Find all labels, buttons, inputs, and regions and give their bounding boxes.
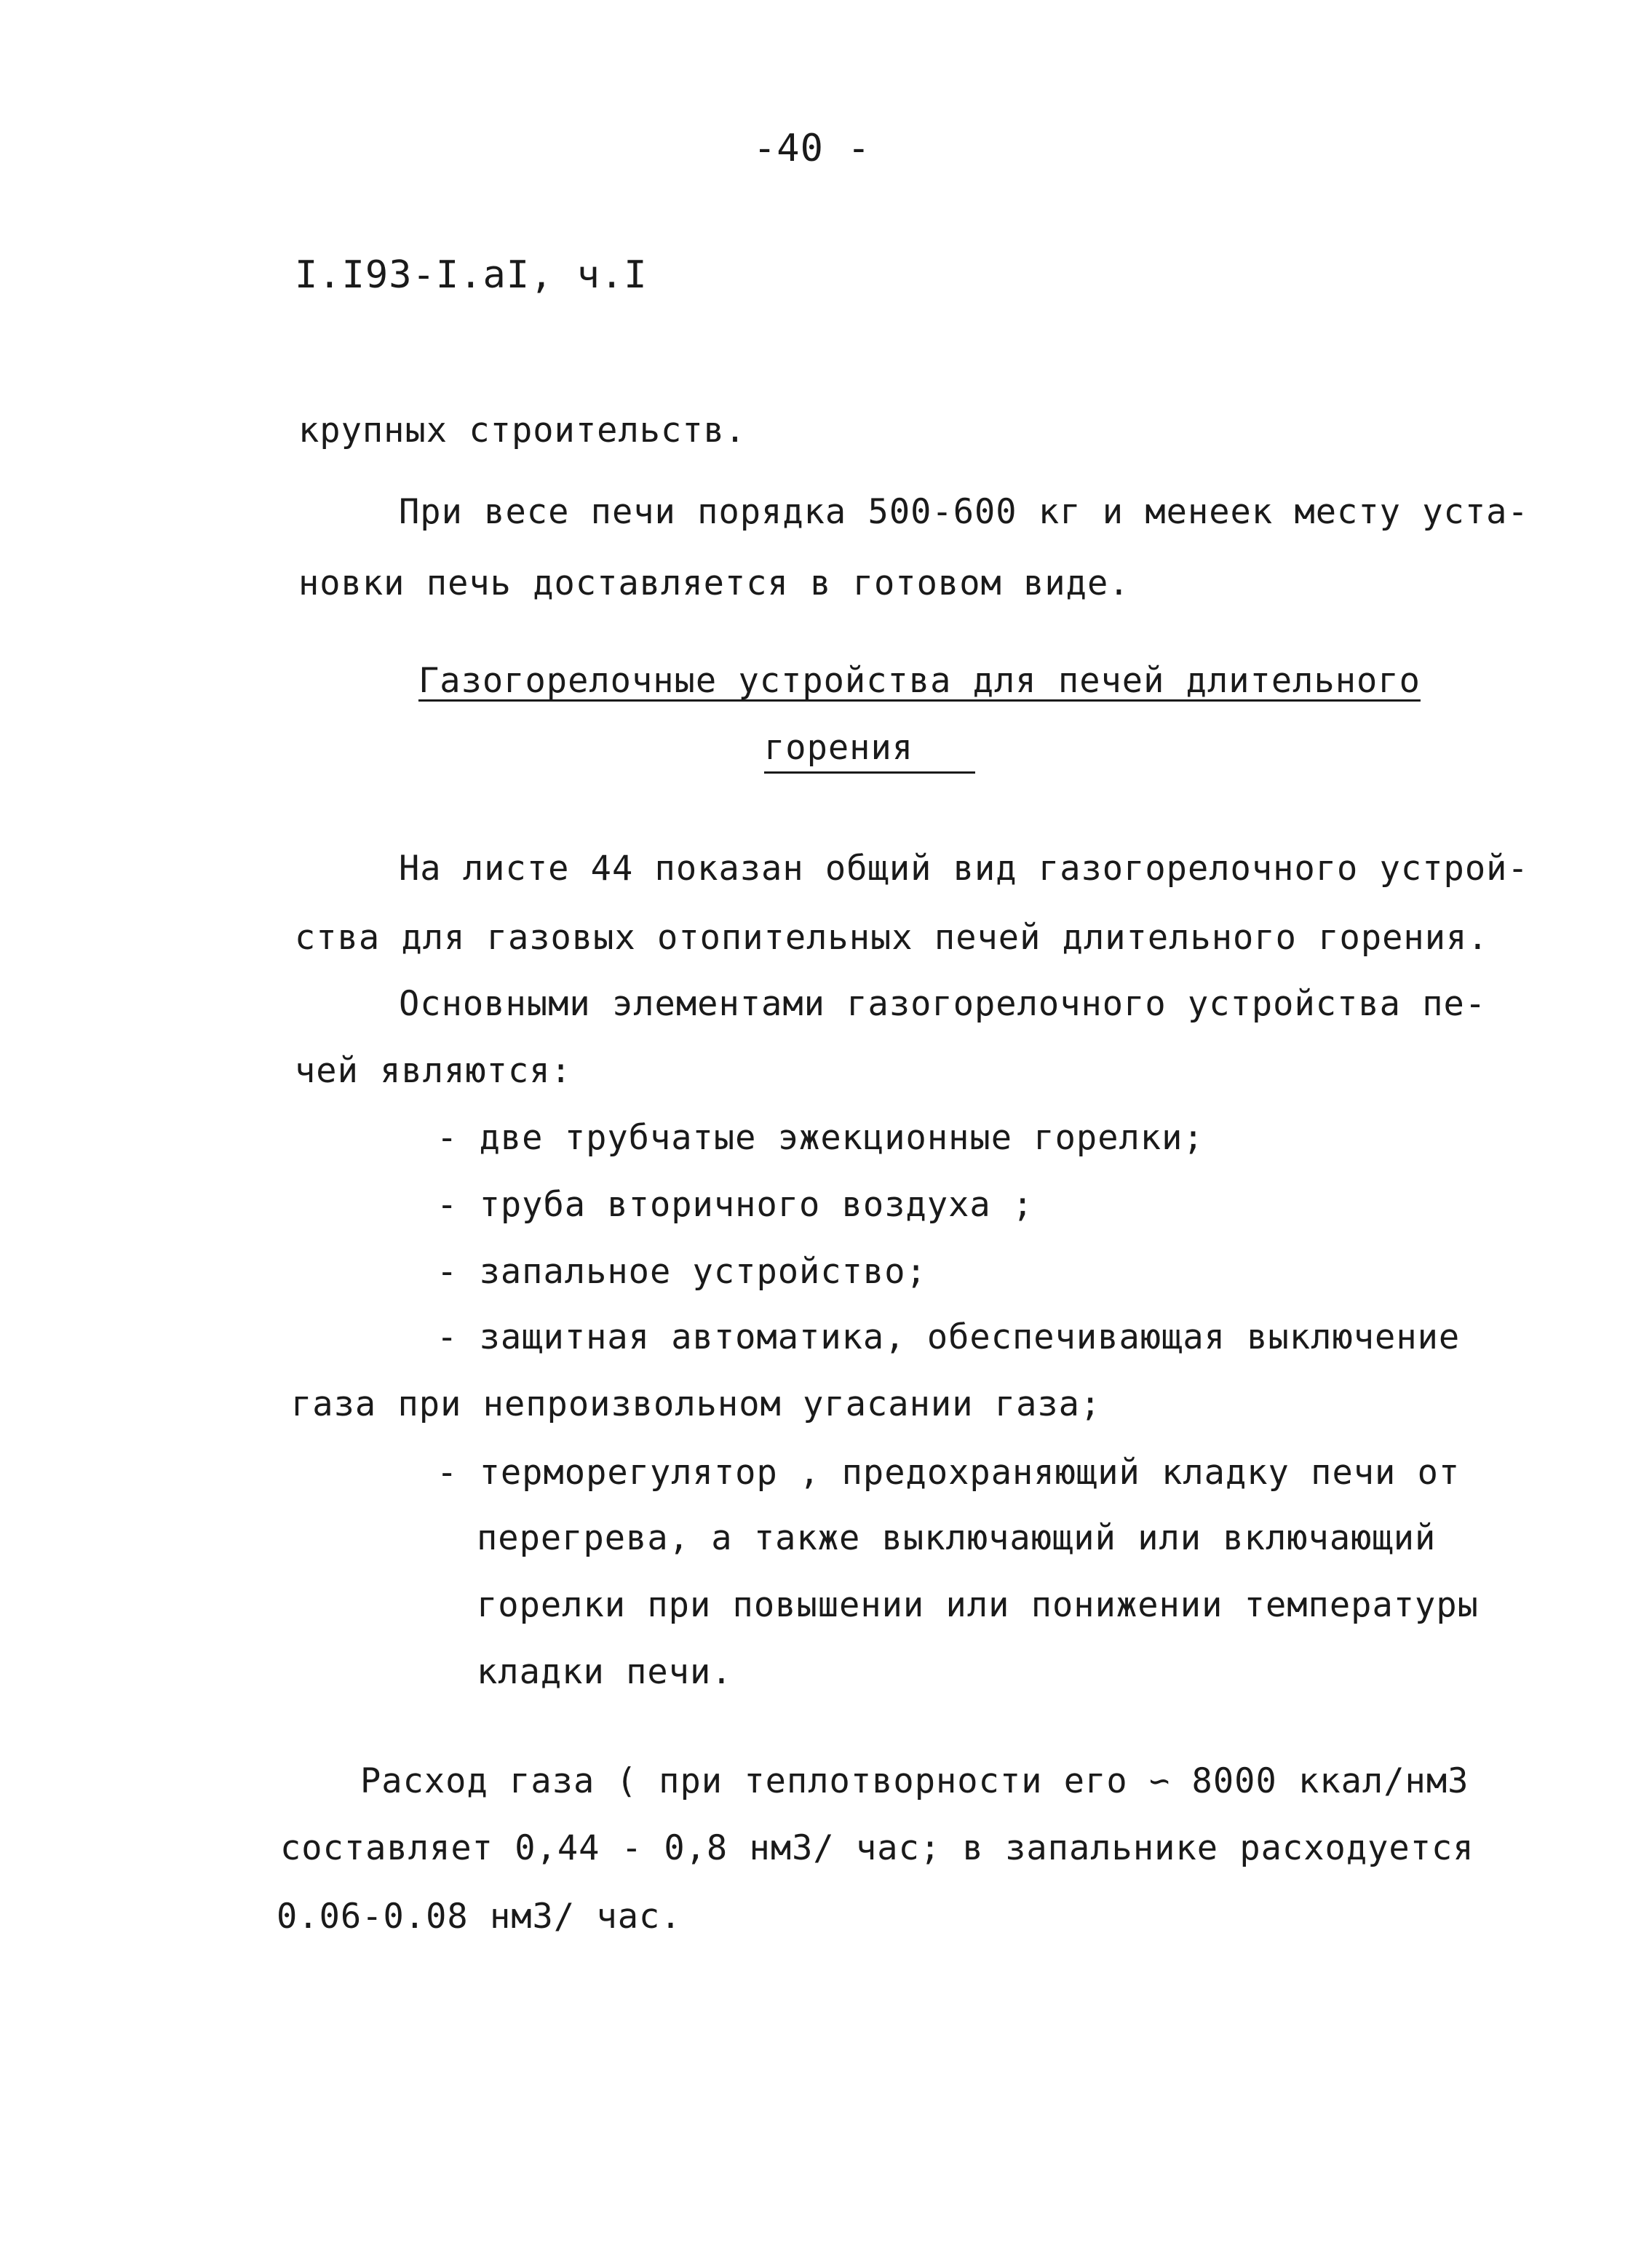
paragraph-line: На листе 44 показан общий вид газогорелочного устрой- [399, 849, 1529, 889]
paragraph-line: При весе печи порядка 500-600 кг и менеек месту уста- [399, 492, 1529, 532]
paragraph-line: крупных строительств. [298, 410, 747, 450]
paragraph-line: ства для газовых отопительных печей длительного горения. [295, 918, 1489, 958]
page-number: -40 - [753, 127, 871, 170]
list-item: - защитная автоматика, обеспечивающая выключение [437, 1317, 1461, 1357]
paragraph-line: 0.06-0.08 нм3/ час. [277, 1897, 682, 1937]
list-item-continuation: перегрева, а также выключающий или включающий [477, 1518, 1437, 1558]
list-item: - запальное устройство; [437, 1252, 927, 1292]
paragraph-line: чей являются: [295, 1051, 572, 1091]
list-item: - терморегулятор , предохраняющий кладку печи от [437, 1453, 1461, 1493]
list-item-continuation: газа при непроизвольном угасании газа; [291, 1384, 1102, 1424]
paragraph-line: Расход газа ( при теплотворности его ∽ 8000 ккал/нм3 [360, 1761, 1469, 1801]
document-code: I.I93-I.aI, ч.I [295, 253, 648, 297]
list-item-continuation: горелки при повышении или понижении температуры [477, 1585, 1479, 1625]
section-heading-continuation: горения [764, 728, 914, 768]
section-heading: Газогорелочные устройства для печей длительного [418, 661, 1421, 701]
paragraph-line: новки печь доставляется в готовом виде. [298, 563, 1130, 603]
paragraph-line: Основными элементами газогорелочного устройства пе- [399, 984, 1487, 1024]
paragraph-line: составляет 0,44 - 0,8 нм3/ час; в запальнике расходуется [280, 1828, 1474, 1868]
heading-underline [764, 771, 975, 774]
list-item: - две трубчатые эжекционные горелки; [437, 1118, 1204, 1158]
list-item: - труба вторичного воздуха ; [437, 1185, 1034, 1225]
list-item-continuation: кладки печи. [477, 1652, 733, 1692]
